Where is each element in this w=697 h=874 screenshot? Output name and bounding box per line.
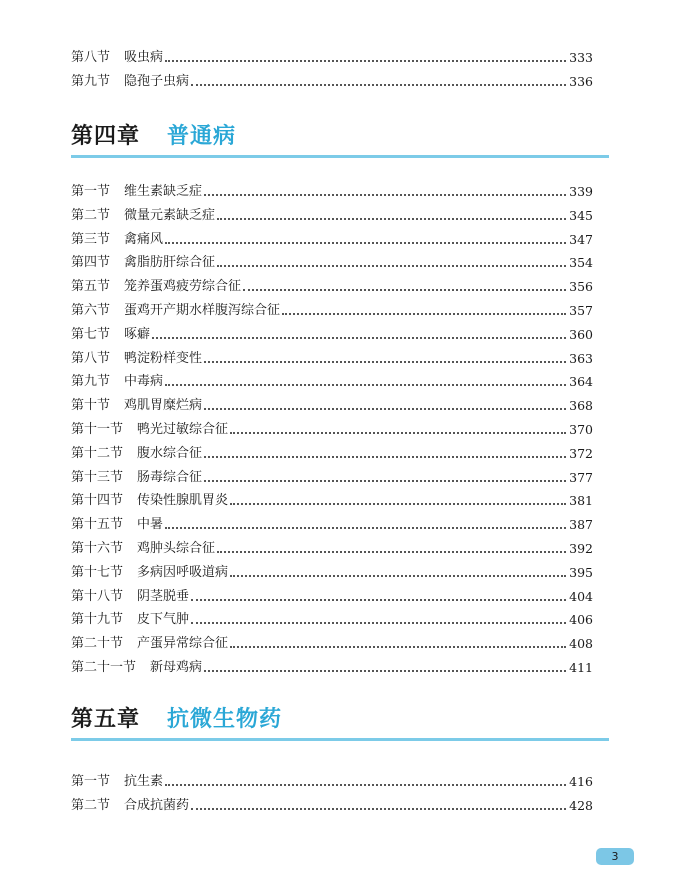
section-number: 第十一节	[71, 422, 124, 437]
section-number: 第一节	[71, 774, 111, 789]
section-number: 第十三节	[71, 469, 124, 485]
dot-leader	[191, 808, 566, 810]
chapter-title: 抗微生物药	[167, 707, 283, 732]
section-number: 第五节	[71, 279, 111, 295]
section-number: 第十八节	[71, 588, 124, 604]
section-title: 阴茎脱垂	[137, 588, 190, 604]
toc-entry[interactable]	[71, 323, 593, 343]
section-page-number: 395	[569, 564, 593, 580]
toc-entry[interactable]	[71, 70, 593, 90]
toc-entry[interactable]	[71, 442, 593, 462]
dot-leader	[230, 503, 566, 505]
section-title: 鸭淀粉样变性	[124, 350, 203, 366]
dot-leader	[204, 480, 566, 482]
section-number: 第九节	[71, 74, 111, 89]
toc-entry[interactable]	[71, 275, 593, 295]
section-number: 第十二节	[71, 445, 124, 461]
toc-entry[interactable]	[71, 180, 593, 200]
section-page-number: 428	[569, 797, 593, 813]
section-page-number: 345	[569, 207, 593, 223]
toc-entry[interactable]	[71, 770, 593, 790]
toc-entry[interactable]	[71, 513, 593, 533]
section-title: 皮下气肿	[137, 612, 190, 628]
section-page-number: 404	[569, 588, 593, 604]
dot-leader	[204, 361, 566, 363]
section-title: 多病因呼吸道病	[137, 564, 229, 580]
section-page-number: 347	[569, 231, 593, 247]
section-page-number: 416	[569, 774, 593, 789]
dot-leader	[217, 551, 566, 553]
section-number: 第六节	[71, 303, 111, 318]
toc-entry[interactable]	[71, 608, 593, 628]
dot-leader	[204, 670, 566, 672]
section-page-number: 406	[569, 612, 593, 628]
chapter-heading-4	[71, 118, 609, 158]
section-number: 第八节	[71, 350, 111, 366]
section-title: 隐孢子虫病	[124, 74, 190, 89]
section-number: 第十四节	[71, 493, 124, 509]
dot-leader	[204, 456, 566, 458]
section-page-number: 377	[569, 469, 593, 485]
section-title: 微量元素缺乏症	[124, 207, 216, 223]
section-number: 第四节	[71, 255, 111, 271]
dot-leader	[243, 289, 566, 291]
section-title: 抗生素	[124, 774, 164, 789]
section-page-number: 336	[569, 74, 593, 89]
section-page-number: 392	[569, 541, 593, 556]
section-number: 第二节	[71, 797, 111, 813]
section-number: 第十六节	[71, 541, 124, 556]
dot-leader	[191, 599, 566, 601]
toc-entry[interactable]	[71, 418, 593, 438]
toc-entry[interactable]	[71, 46, 593, 66]
section-page-number: 357	[569, 303, 593, 318]
section-page-number: 354	[569, 255, 593, 271]
toc-entry[interactable]	[71, 204, 593, 224]
section-number: 第十节	[71, 398, 111, 414]
section-title: 笼养蛋鸡疲劳综合征	[124, 279, 242, 295]
dot-leader	[191, 84, 566, 86]
section-page-number: 370	[569, 422, 593, 437]
toc-entry[interactable]	[71, 251, 593, 271]
section-page-number: 387	[569, 517, 593, 533]
chapter-number: 第四章	[71, 124, 141, 149]
toc-entry[interactable]	[71, 299, 593, 319]
dot-leader	[191, 622, 566, 624]
dot-leader	[152, 337, 566, 339]
toc-entry[interactable]	[71, 394, 593, 414]
section-title: 腹水综合征	[137, 445, 203, 461]
section-number: 第二十一节	[71, 660, 137, 675]
toc-entry[interactable]	[71, 794, 593, 814]
dot-leader	[230, 575, 566, 577]
chapter-rule	[71, 738, 609, 741]
toc-entry[interactable]	[71, 561, 593, 581]
toc-entry[interactable]	[71, 656, 593, 676]
toc-entry[interactable]	[71, 537, 593, 557]
toc-entry[interactable]	[71, 228, 593, 248]
section-number: 第十七节	[71, 564, 124, 580]
section-number: 第三节	[71, 231, 111, 247]
toc-entry[interactable]	[71, 585, 593, 605]
section-page-number: 372	[569, 445, 593, 461]
page-number-badge: 3	[596, 848, 634, 865]
dot-leader	[165, 784, 566, 786]
toc-entry[interactable]	[71, 489, 593, 509]
dot-leader	[165, 60, 566, 62]
section-title: 产蛋异常综合征	[137, 636, 229, 652]
dot-leader	[217, 265, 566, 267]
section-number: 第九节	[71, 374, 111, 390]
dot-leader	[217, 218, 566, 220]
chapter-number: 第五章	[71, 707, 141, 732]
section-page-number: 364	[569, 374, 593, 390]
section-number: 第二节	[71, 207, 111, 223]
section-number: 第十五节	[71, 517, 124, 533]
dot-leader	[204, 194, 566, 196]
section-title: 合成抗菌药	[124, 797, 190, 813]
dot-leader	[165, 242, 566, 244]
section-page-number: 333	[569, 50, 593, 65]
section-title: 鸡肿头综合征	[137, 541, 216, 556]
section-page-number: 368	[569, 398, 593, 414]
toc-entry[interactable]	[71, 466, 593, 486]
chapter-heading-5	[71, 701, 609, 741]
dot-leader	[282, 313, 566, 315]
toc-entry[interactable]	[71, 347, 593, 367]
section-page-number: 360	[569, 326, 593, 342]
section-title: 维生素缺乏症	[124, 184, 203, 199]
section-page-number: 356	[569, 279, 593, 295]
section-title: 禽痛风	[124, 231, 164, 247]
section-number: 第二十节	[71, 636, 124, 652]
section-number: 第一节	[71, 184, 111, 199]
section-title: 传染性腺肌胃炎	[137, 493, 229, 509]
section-title: 鸭光过敏综合征	[137, 422, 229, 437]
dot-leader	[230, 646, 566, 648]
dot-leader	[165, 527, 566, 529]
section-page-number: 381	[569, 493, 593, 509]
toc-entry[interactable]	[71, 370, 593, 390]
section-title: 吸虫病	[124, 50, 164, 65]
section-title: 肠毒综合征	[137, 469, 203, 485]
section-page-number: 339	[569, 184, 593, 199]
section-page-number: 408	[569, 636, 593, 652]
section-title: 禽脂肪肝综合征	[124, 255, 216, 271]
dot-leader	[230, 432, 566, 434]
dot-leader	[204, 408, 566, 410]
section-title: 中毒病	[124, 374, 164, 390]
toc-entry[interactable]	[71, 632, 593, 652]
section-number: 第七节	[71, 326, 111, 342]
section-title: 新母鸡病	[150, 660, 203, 675]
section-number: 第八节	[71, 50, 111, 65]
section-number: 第十九节	[71, 612, 124, 628]
dot-leader	[165, 384, 566, 386]
chapter-title: 普通病	[167, 124, 237, 149]
section-title: 蛋鸡开产期水样腹泻综合征	[124, 303, 281, 318]
section-page-number: 363	[569, 350, 593, 366]
section-page-number: 411	[569, 660, 593, 675]
section-title: 中暑	[137, 517, 164, 533]
section-title: 啄癖	[124, 326, 151, 342]
section-title: 鸡肌胃糜烂病	[124, 398, 203, 414]
chapter-rule	[71, 155, 609, 158]
